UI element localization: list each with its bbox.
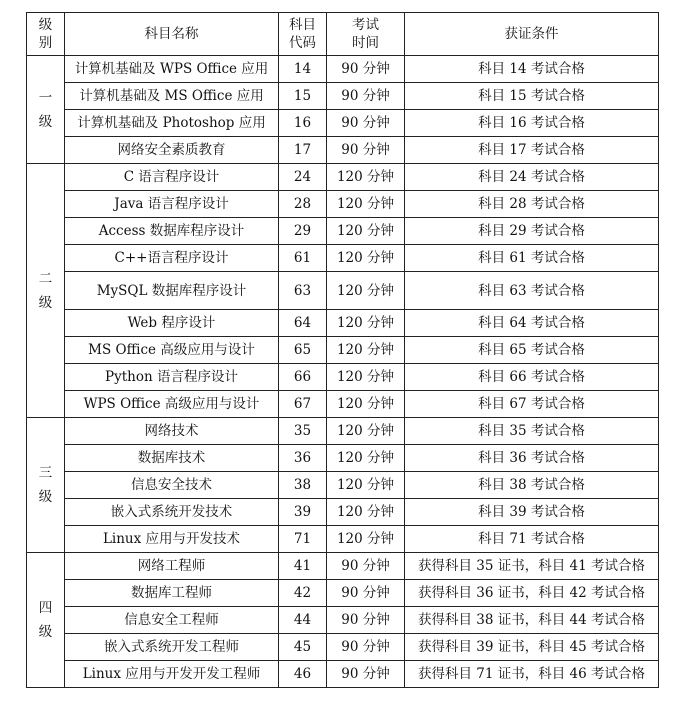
exam-time-cell: 120 分钟 — [327, 310, 405, 337]
condition-cell: 科目 35 考试合格 — [405, 418, 659, 445]
exam-time-cell: 90 分钟 — [327, 634, 405, 661]
table-row — [27, 526, 659, 553]
table-row — [27, 83, 659, 110]
table-row — [27, 553, 659, 580]
subject-code-cell: 14 — [279, 56, 327, 83]
exam-time-cell: 120 分钟 — [327, 391, 405, 418]
header-code-line2: 代码 — [289, 35, 316, 51]
subject-name-cell: Web 程序设计 — [65, 310, 279, 337]
exam-time-cell: 90 分钟 — [327, 56, 405, 83]
header-subject-name: 科目名称 — [65, 13, 279, 56]
subject-name-cell: Python 语言程序设计 — [65, 364, 279, 391]
exam-time-cell: 90 分钟 — [327, 580, 405, 607]
condition-cell: 科目 71 考试合格 — [405, 526, 659, 553]
header-exam-time — [327, 13, 405, 56]
table-row — [27, 499, 659, 526]
level-char-2: 级 — [38, 624, 53, 640]
subject-name-cell: 计算机基础及 Photoshop 应用 — [65, 110, 279, 137]
level-char-1: 三 — [38, 465, 53, 481]
exam-time-cell: 120 分钟 — [327, 526, 405, 553]
exam-time-cell: 120 分钟 — [327, 191, 405, 218]
subject-code-cell: 38 — [279, 472, 327, 499]
level-char-1: 一 — [38, 89, 53, 106]
level-char-2: 级 — [38, 113, 53, 130]
subject-code-cell: 45 — [279, 634, 327, 661]
subject-code-cell: 42 — [279, 580, 327, 607]
table-row — [27, 580, 659, 607]
level-cell — [27, 56, 65, 164]
subject-name-cell: 计算机基础及 MS Office 应用 — [65, 83, 279, 110]
subject-name-cell: Java 语言程序设计 — [65, 191, 279, 218]
condition-cell: 科目 39 考试合格 — [405, 499, 659, 526]
exam-time-cell: 120 分钟 — [327, 472, 405, 499]
header-code-line1: 科目 — [289, 17, 316, 33]
subject-name-cell: MySQL 数据库程序设计 — [65, 272, 279, 310]
condition-cell: 科目 28 考试合格 — [405, 191, 659, 218]
header-time-line1: 考试 — [352, 17, 379, 33]
subject-code-cell: 65 — [279, 337, 327, 364]
condition-cell: 科目 64 考试合格 — [405, 310, 659, 337]
level-char-1: 二 — [38, 270, 53, 287]
level-char-1: 四 — [38, 600, 53, 616]
subject-code-cell: 46 — [279, 661, 327, 688]
subject-code-cell: 39 — [279, 499, 327, 526]
table-row — [27, 364, 659, 391]
table-row — [27, 218, 659, 245]
header-time-line2: 时间 — [352, 35, 379, 51]
subject-name-cell: 数据库工程师 — [65, 580, 279, 607]
subject-code-cell: 44 — [279, 607, 327, 634]
table-row — [27, 137, 659, 164]
exam-time-cell: 120 分钟 — [327, 245, 405, 272]
subject-name-cell: 网络工程师 — [65, 553, 279, 580]
subject-code-cell: 71 — [279, 526, 327, 553]
table-row — [27, 310, 659, 337]
subject-name-cell: 计算机基础及 WPS Office 应用 — [65, 56, 279, 83]
subject-code-cell: 28 — [279, 191, 327, 218]
table-body — [27, 56, 659, 688]
table-row — [27, 337, 659, 364]
subject-name-cell: Linux 应用与开发开发工程师 — [65, 661, 279, 688]
subject-code-cell: 66 — [279, 364, 327, 391]
subject-name-cell: Linux 应用与开发技术 — [65, 526, 279, 553]
subject-code-cell: 24 — [279, 164, 327, 191]
header-condition: 获证条件 — [405, 13, 659, 56]
subject-code-cell: 67 — [279, 391, 327, 418]
subject-name-cell: 网络安全素质教育 — [65, 137, 279, 164]
table-row — [27, 661, 659, 688]
table-row — [27, 472, 659, 499]
subject-code-cell: 41 — [279, 553, 327, 580]
condition-cell: 获得科目 71 证书，科目 46 考试合格 — [405, 661, 659, 688]
exam-time-cell: 90 分钟 — [327, 137, 405, 164]
level-cell — [27, 164, 65, 418]
subject-name-cell: 网络技术 — [65, 418, 279, 445]
level-cell — [27, 418, 65, 553]
header-level — [27, 13, 65, 56]
condition-cell: 科目 67 考试合格 — [405, 391, 659, 418]
subject-code-cell: 15 — [279, 83, 327, 110]
level-char-2: 级 — [38, 489, 53, 505]
table-row — [27, 56, 659, 83]
subject-name-cell: C 语言程序设计 — [65, 164, 279, 191]
subject-name-cell: 嵌入式系统开发工程师 — [65, 634, 279, 661]
header-row — [27, 13, 659, 56]
header-level-line2: 别 — [38, 35, 53, 51]
exam-subjects-table — [26, 12, 659, 688]
subject-code-cell: 35 — [279, 418, 327, 445]
table-row — [27, 272, 659, 310]
condition-cell: 科目 36 考试合格 — [405, 445, 659, 472]
condition-cell: 科目 29 考试合格 — [405, 218, 659, 245]
table-row — [27, 445, 659, 472]
exam-time-cell: 120 分钟 — [327, 445, 405, 472]
subject-name-cell: MS Office 高级应用与设计 — [65, 337, 279, 364]
level-cell — [27, 553, 65, 688]
condition-cell: 科目 24 考试合格 — [405, 164, 659, 191]
subject-name-cell: 数据库技术 — [65, 445, 279, 472]
subject-code-cell: 36 — [279, 445, 327, 472]
exam-time-cell: 120 分钟 — [327, 418, 405, 445]
exam-time-cell: 90 分钟 — [327, 607, 405, 634]
subject-code-cell: 61 — [279, 245, 327, 272]
exam-time-cell: 120 分钟 — [327, 218, 405, 245]
table-row — [27, 634, 659, 661]
table-row — [27, 110, 659, 137]
exam-time-cell: 120 分钟 — [327, 337, 405, 364]
subject-name-cell: 嵌入式系统开发技术 — [65, 499, 279, 526]
subject-code-cell: 63 — [279, 272, 327, 310]
condition-cell: 科目 63 考试合格 — [405, 272, 659, 310]
exam-time-cell: 90 分钟 — [327, 110, 405, 137]
header-level-line1: 级 — [38, 17, 53, 33]
table-row — [27, 607, 659, 634]
exam-time-cell: 90 分钟 — [327, 83, 405, 110]
subject-code-cell: 64 — [279, 310, 327, 337]
level-char-2: 级 — [38, 294, 53, 311]
condition-cell: 科目 65 考试合格 — [405, 337, 659, 364]
condition-cell: 科目 38 考试合格 — [405, 472, 659, 499]
exam-time-cell: 120 分钟 — [327, 164, 405, 191]
condition-cell: 科目 61 考试合格 — [405, 245, 659, 272]
subject-code-cell: 16 — [279, 110, 327, 137]
exam-time-cell: 90 分钟 — [327, 553, 405, 580]
exam-time-cell: 120 分钟 — [327, 499, 405, 526]
condition-cell: 获得科目 39 证书，科目 45 考试合格 — [405, 634, 659, 661]
table-row — [27, 245, 659, 272]
table-row — [27, 418, 659, 445]
subject-name-cell: 信息安全工程师 — [65, 607, 279, 634]
subject-name-cell: 信息安全技术 — [65, 472, 279, 499]
exam-time-cell: 120 分钟 — [327, 272, 405, 310]
subject-name-cell: WPS Office 高级应用与设计 — [65, 391, 279, 418]
subject-name-cell: C++语言程序设计 — [65, 245, 279, 272]
condition-cell: 获得科目 38 证书，科目 44 考试合格 — [405, 607, 659, 634]
table-row — [27, 391, 659, 418]
condition-cell: 获得科目 35 证书，科目 41 考试合格 — [405, 553, 659, 580]
condition-cell: 获得科目 36 证书，科目 42 考试合格 — [405, 580, 659, 607]
condition-cell: 科目 66 考试合格 — [405, 364, 659, 391]
condition-cell: 科目 17 考试合格 — [405, 137, 659, 164]
exam-time-cell: 120 分钟 — [327, 364, 405, 391]
exam-time-cell: 90 分钟 — [327, 661, 405, 688]
table-row — [27, 164, 659, 191]
condition-cell: 科目 14 考试合格 — [405, 56, 659, 83]
subject-code-cell: 29 — [279, 218, 327, 245]
subject-name-cell: Access 数据库程序设计 — [65, 218, 279, 245]
header-subject-code — [279, 13, 327, 56]
condition-cell: 科目 15 考试合格 — [405, 83, 659, 110]
table-row — [27, 191, 659, 218]
subject-code-cell: 17 — [279, 137, 327, 164]
condition-cell: 科目 16 考试合格 — [405, 110, 659, 137]
